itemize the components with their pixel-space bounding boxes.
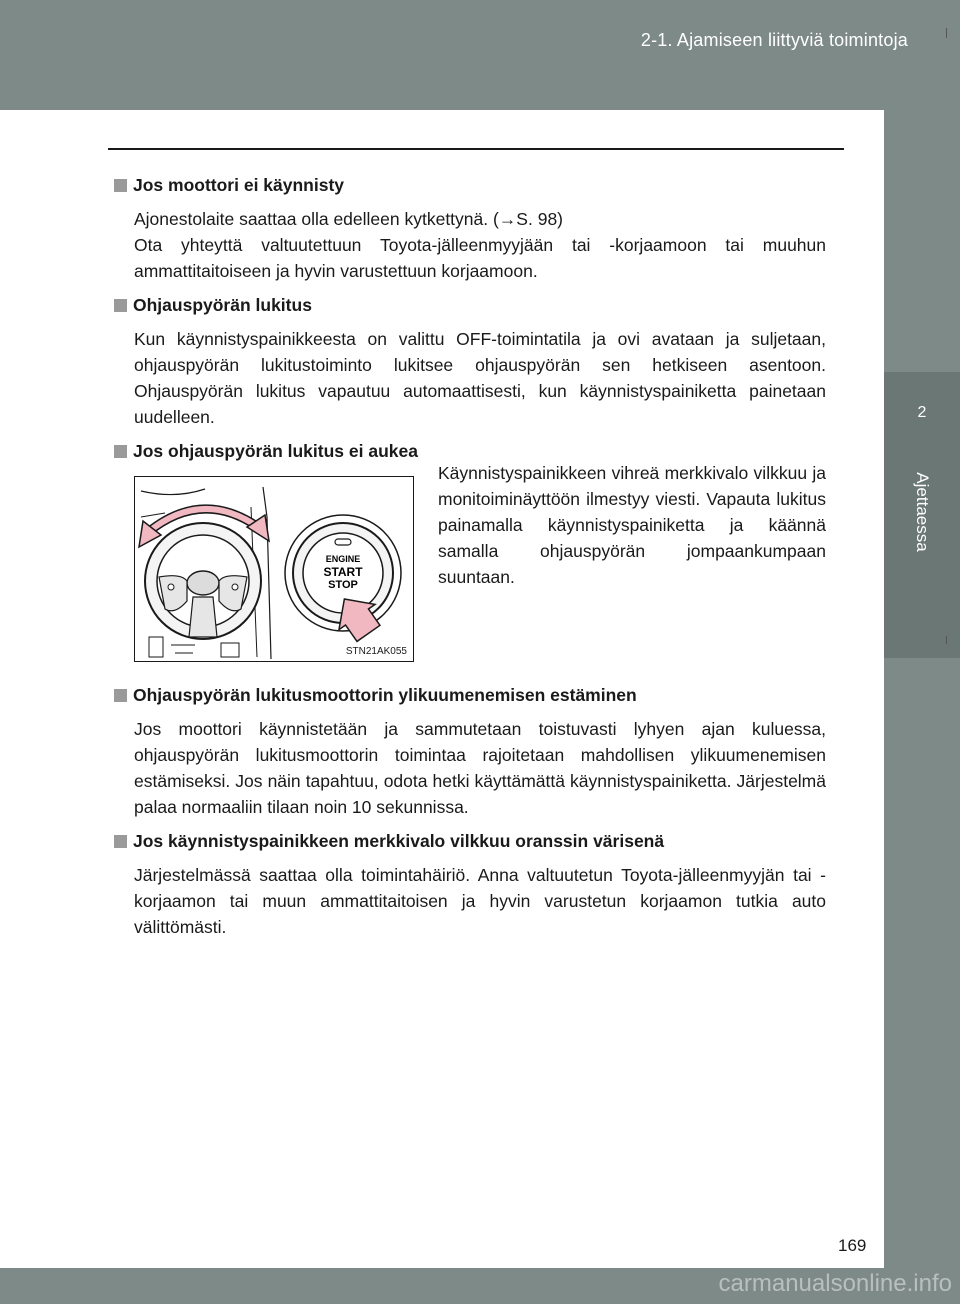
section-body — [134, 716, 826, 820]
button-label-start: START — [323, 565, 363, 579]
paragraph: Järjestelmässä saattaa olla toimintahäiriö. Anna valtuutetun Toyota-jälleenmyyjän tai -korjaamon tai muun ammattitaitoisen ja hyvin varustetun korjaamon tutkia auto välittömästi. — [134, 865, 826, 937]
figure-caption: Käynnistyspainikkeen vihreä merkkivalo vilkkuu ja monitoiminäyttöön ilmestyy viesti. Vapauta lukitus painamalla käynnistyspainiketta ja käännä samalla ohjauspyörän jompaankumpaan suuntaan. — [438, 463, 826, 587]
paragraph: Kun käynnistyspainikkeesta on valittu OFF-toimintatila ja ovi avataan ja suljetaan, ohjauspyörän lukitustoiminto lukitsee ohjauspyörän sen hetkiseen asentoon. Ohjauspyörän lukitus vapautuu automaattisesti, kun käynnistyspainiketta painetaan uudelleen. — [134, 329, 826, 427]
illustration-drawing — [135, 477, 413, 661]
page-number: 169 — [838, 1236, 867, 1255]
chapter-tab — [884, 372, 960, 658]
section-body — [134, 206, 826, 284]
section-body — [134, 862, 826, 940]
square-bullet-icon — [114, 299, 127, 312]
crop-mark — [946, 28, 947, 38]
section-heading — [114, 292, 826, 318]
section-heading — [114, 682, 826, 708]
crop-mark — [946, 636, 947, 644]
section-heading-text: Jos käynnistyspainikkeen merkkivalo vilkkuu oranssin värisenä — [133, 831, 665, 851]
button-label-stop: STOP — [328, 579, 358, 591]
side-tab-top — [884, 110, 960, 372]
paragraph: Jos moottori käynnistetään ja sammutetaan toistuvasti lyhyen ajan kuluessa, ohjauspyörän lukitusmoottorin toimintaa rajoitetaan mahdollisen ylikuumenemisen estämiseksi. Jos näin tapahtuu, odota hetki käyttämättä käynnistyspainiketta. Järjestelmä palaa normaaliin tilaan noin 10 sekunnissa. — [134, 719, 826, 817]
square-bullet-icon — [114, 689, 127, 702]
square-bullet-icon — [114, 179, 127, 192]
section-body — [134, 326, 826, 430]
section-heading-text: Jos moottori ei käynnisty — [133, 175, 345, 195]
section-heading-text: Ohjauspyörän lukitusmoottorin ylikuumenemisen estäminen — [133, 685, 637, 705]
chapter-number: 2 — [917, 404, 927, 421]
figure-row — [134, 463, 826, 662]
paragraph: Ota yhteyttä valtuutettuun Toyota-jälleenmyyjään tai -korjaamoon tai muuhun ammattitaitoiseen ja hyvin varustettuun korjaamoon. — [134, 235, 826, 281]
section-heading — [114, 828, 826, 854]
page-content — [114, 172, 826, 948]
running-header-title: 2-1. Ajamiseen liittyviä toimintoja — [640, 30, 908, 50]
button-label-engine: ENGINE — [325, 554, 361, 564]
chapter-label: Ajettaessa — [913, 472, 932, 552]
section-heading — [114, 172, 826, 198]
section-heading-text: Ohjauspyörän lukitus — [133, 295, 312, 315]
square-bullet-icon — [114, 835, 127, 848]
illustration-steering-wheel-and-start-button — [134, 476, 414, 662]
section-heading-text: Jos ohjauspyörän lukitus ei aukea — [133, 441, 418, 461]
watermark-bar — [0, 1268, 960, 1304]
side-tab-bottom — [884, 658, 960, 1268]
figure-code: STN21AK055 — [345, 646, 407, 657]
header-rule — [108, 148, 844, 150]
watermark-text: carmanualsonline.info — [718, 1270, 952, 1297]
header-bar — [0, 0, 960, 110]
square-bullet-icon — [114, 445, 127, 458]
paragraph: Ajonestolaite saattaa olla edelleen kytkettynä. (→S. 98) — [134, 209, 563, 229]
